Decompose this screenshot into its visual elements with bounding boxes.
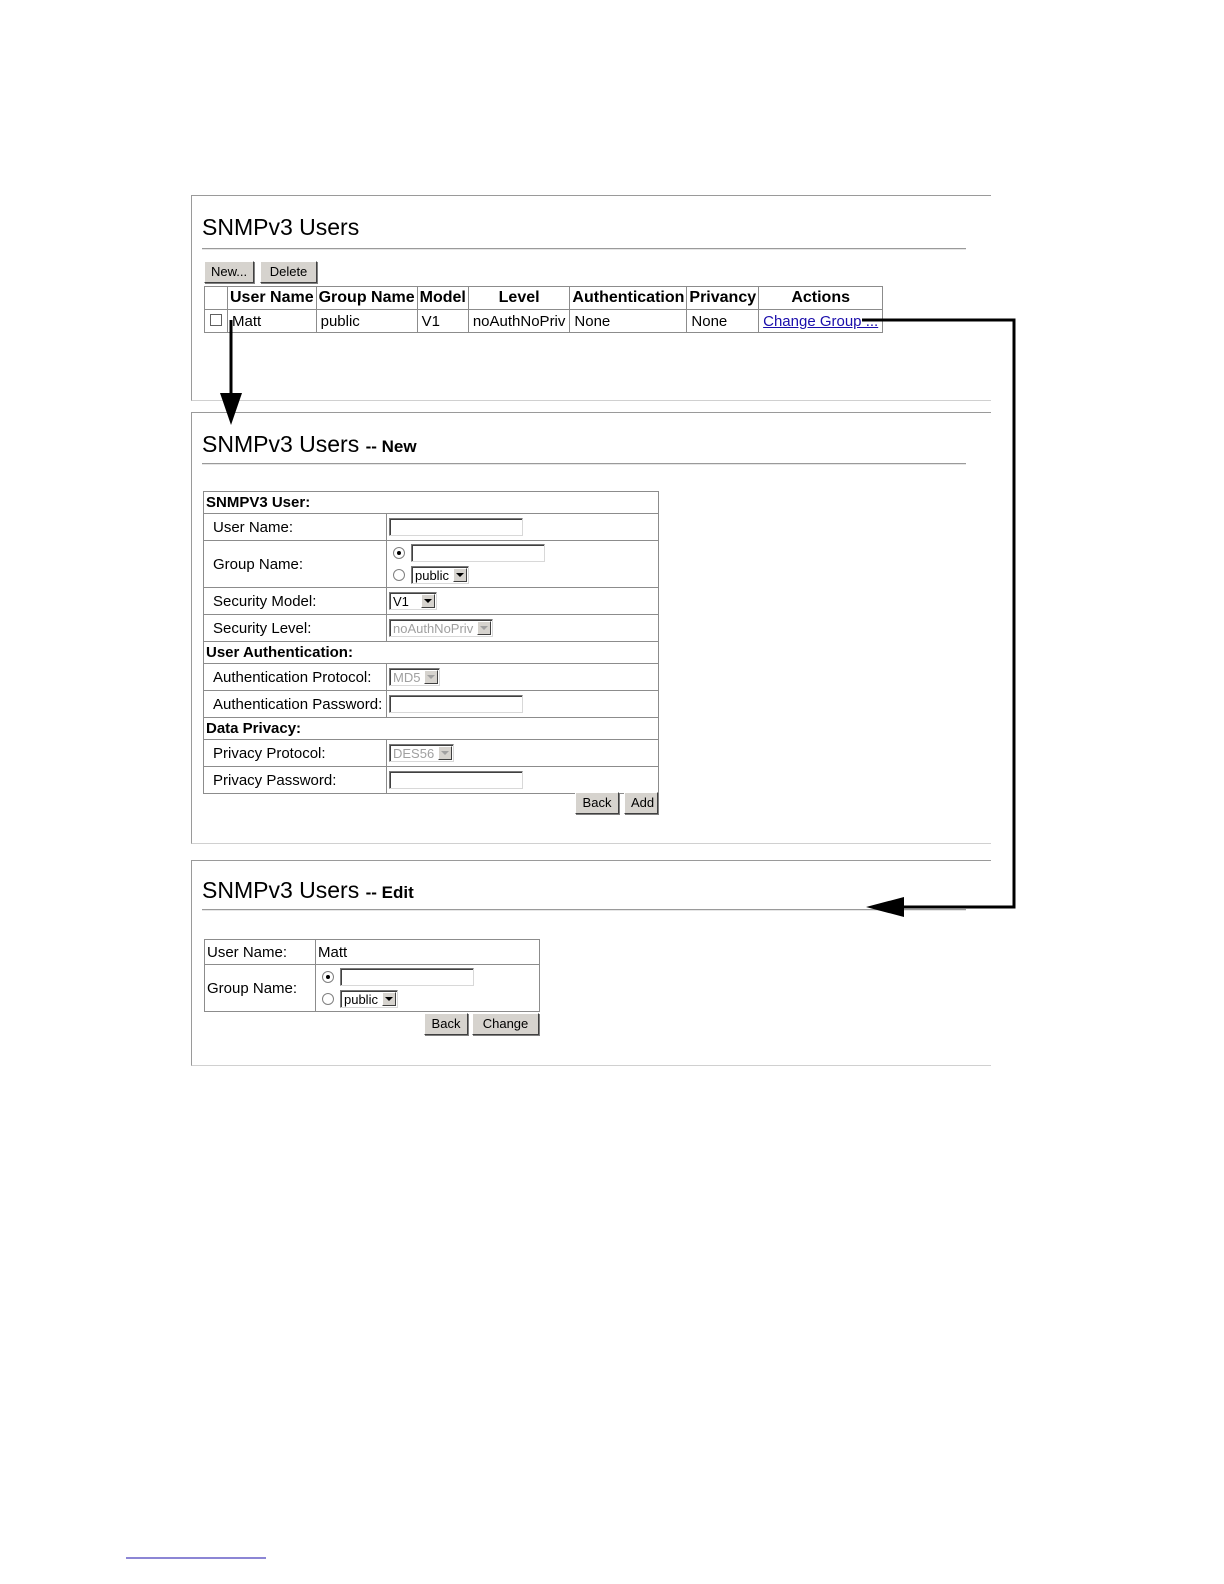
- column-header-group-name: Group Name: [316, 287, 417, 310]
- column-header-level: Level: [468, 287, 570, 310]
- page-title: SNMPv3 Users: [202, 214, 360, 240]
- cell-user-name: Matt: [228, 310, 317, 333]
- group-name-select[interactable]: public: [411, 566, 469, 584]
- add-button[interactable]: Add: [624, 792, 658, 814]
- arrow-new-flow: [220, 320, 242, 425]
- privacy-password-label: Privacy Password:: [204, 767, 387, 794]
- edit-user-name-value: Matt: [315, 940, 539, 965]
- page-title: SNMPv3 Users -- Edit: [202, 877, 414, 903]
- delete-button[interactable]: Delete: [260, 261, 317, 283]
- change-button[interactable]: Change: [472, 1013, 539, 1035]
- column-header-model: Model: [417, 287, 468, 310]
- edit-group-name-label: Group Name:: [205, 965, 316, 1012]
- back-button[interactable]: Back: [575, 792, 619, 814]
- auth-password-label: Authentication Password:: [204, 691, 387, 718]
- column-header-user-name: User Name: [228, 287, 317, 310]
- edit-group-name-select[interactable]: public: [340, 990, 398, 1008]
- security-level-label: Security Level:: [204, 615, 387, 642]
- arrow-edit-flow: [862, 320, 1014, 917]
- new-button[interactable]: New...: [204, 261, 254, 283]
- column-header-privacy: Privancy: [687, 287, 759, 310]
- privacy-protocol-label: Privacy Protocol:: [204, 740, 387, 767]
- change-group-link[interactable]: Change Group ...: [763, 312, 879, 330]
- cell-privacy: None: [687, 310, 759, 333]
- security-model-label: Security Model:: [204, 588, 387, 615]
- security-level-select[interactable]: noAuthNoPriv: [389, 619, 493, 637]
- cell-group-name: public: [316, 310, 417, 333]
- user-name-label: User Name:: [204, 514, 387, 541]
- auth-protocol-select[interactable]: MD5: [389, 668, 440, 686]
- group-name-label: Group Name:: [204, 541, 387, 588]
- column-header-authentication: Authentication: [570, 287, 687, 310]
- column-header-actions: Actions: [759, 287, 883, 310]
- edit-user-name-label: User Name:: [205, 940, 316, 965]
- cell-authentication: None: [570, 310, 687, 333]
- security-model-select[interactable]: V1: [389, 592, 437, 610]
- page-title: SNMPv3 Users -- New: [202, 431, 417, 457]
- cell-level: noAuthNoPriv: [468, 310, 570, 333]
- auth-protocol-label: Authentication Protocol:: [204, 664, 387, 691]
- section-header-user-authentication: User Authentication:: [204, 642, 659, 664]
- cell-model: V1: [417, 310, 468, 333]
- edit-back-button[interactable]: Back: [424, 1013, 468, 1035]
- section-header-snmpv3-user: SNMPV3 User:: [204, 492, 659, 514]
- privacy-protocol-select[interactable]: DES56: [389, 744, 454, 762]
- section-header-data-privacy: Data Privacy:: [204, 718, 659, 740]
